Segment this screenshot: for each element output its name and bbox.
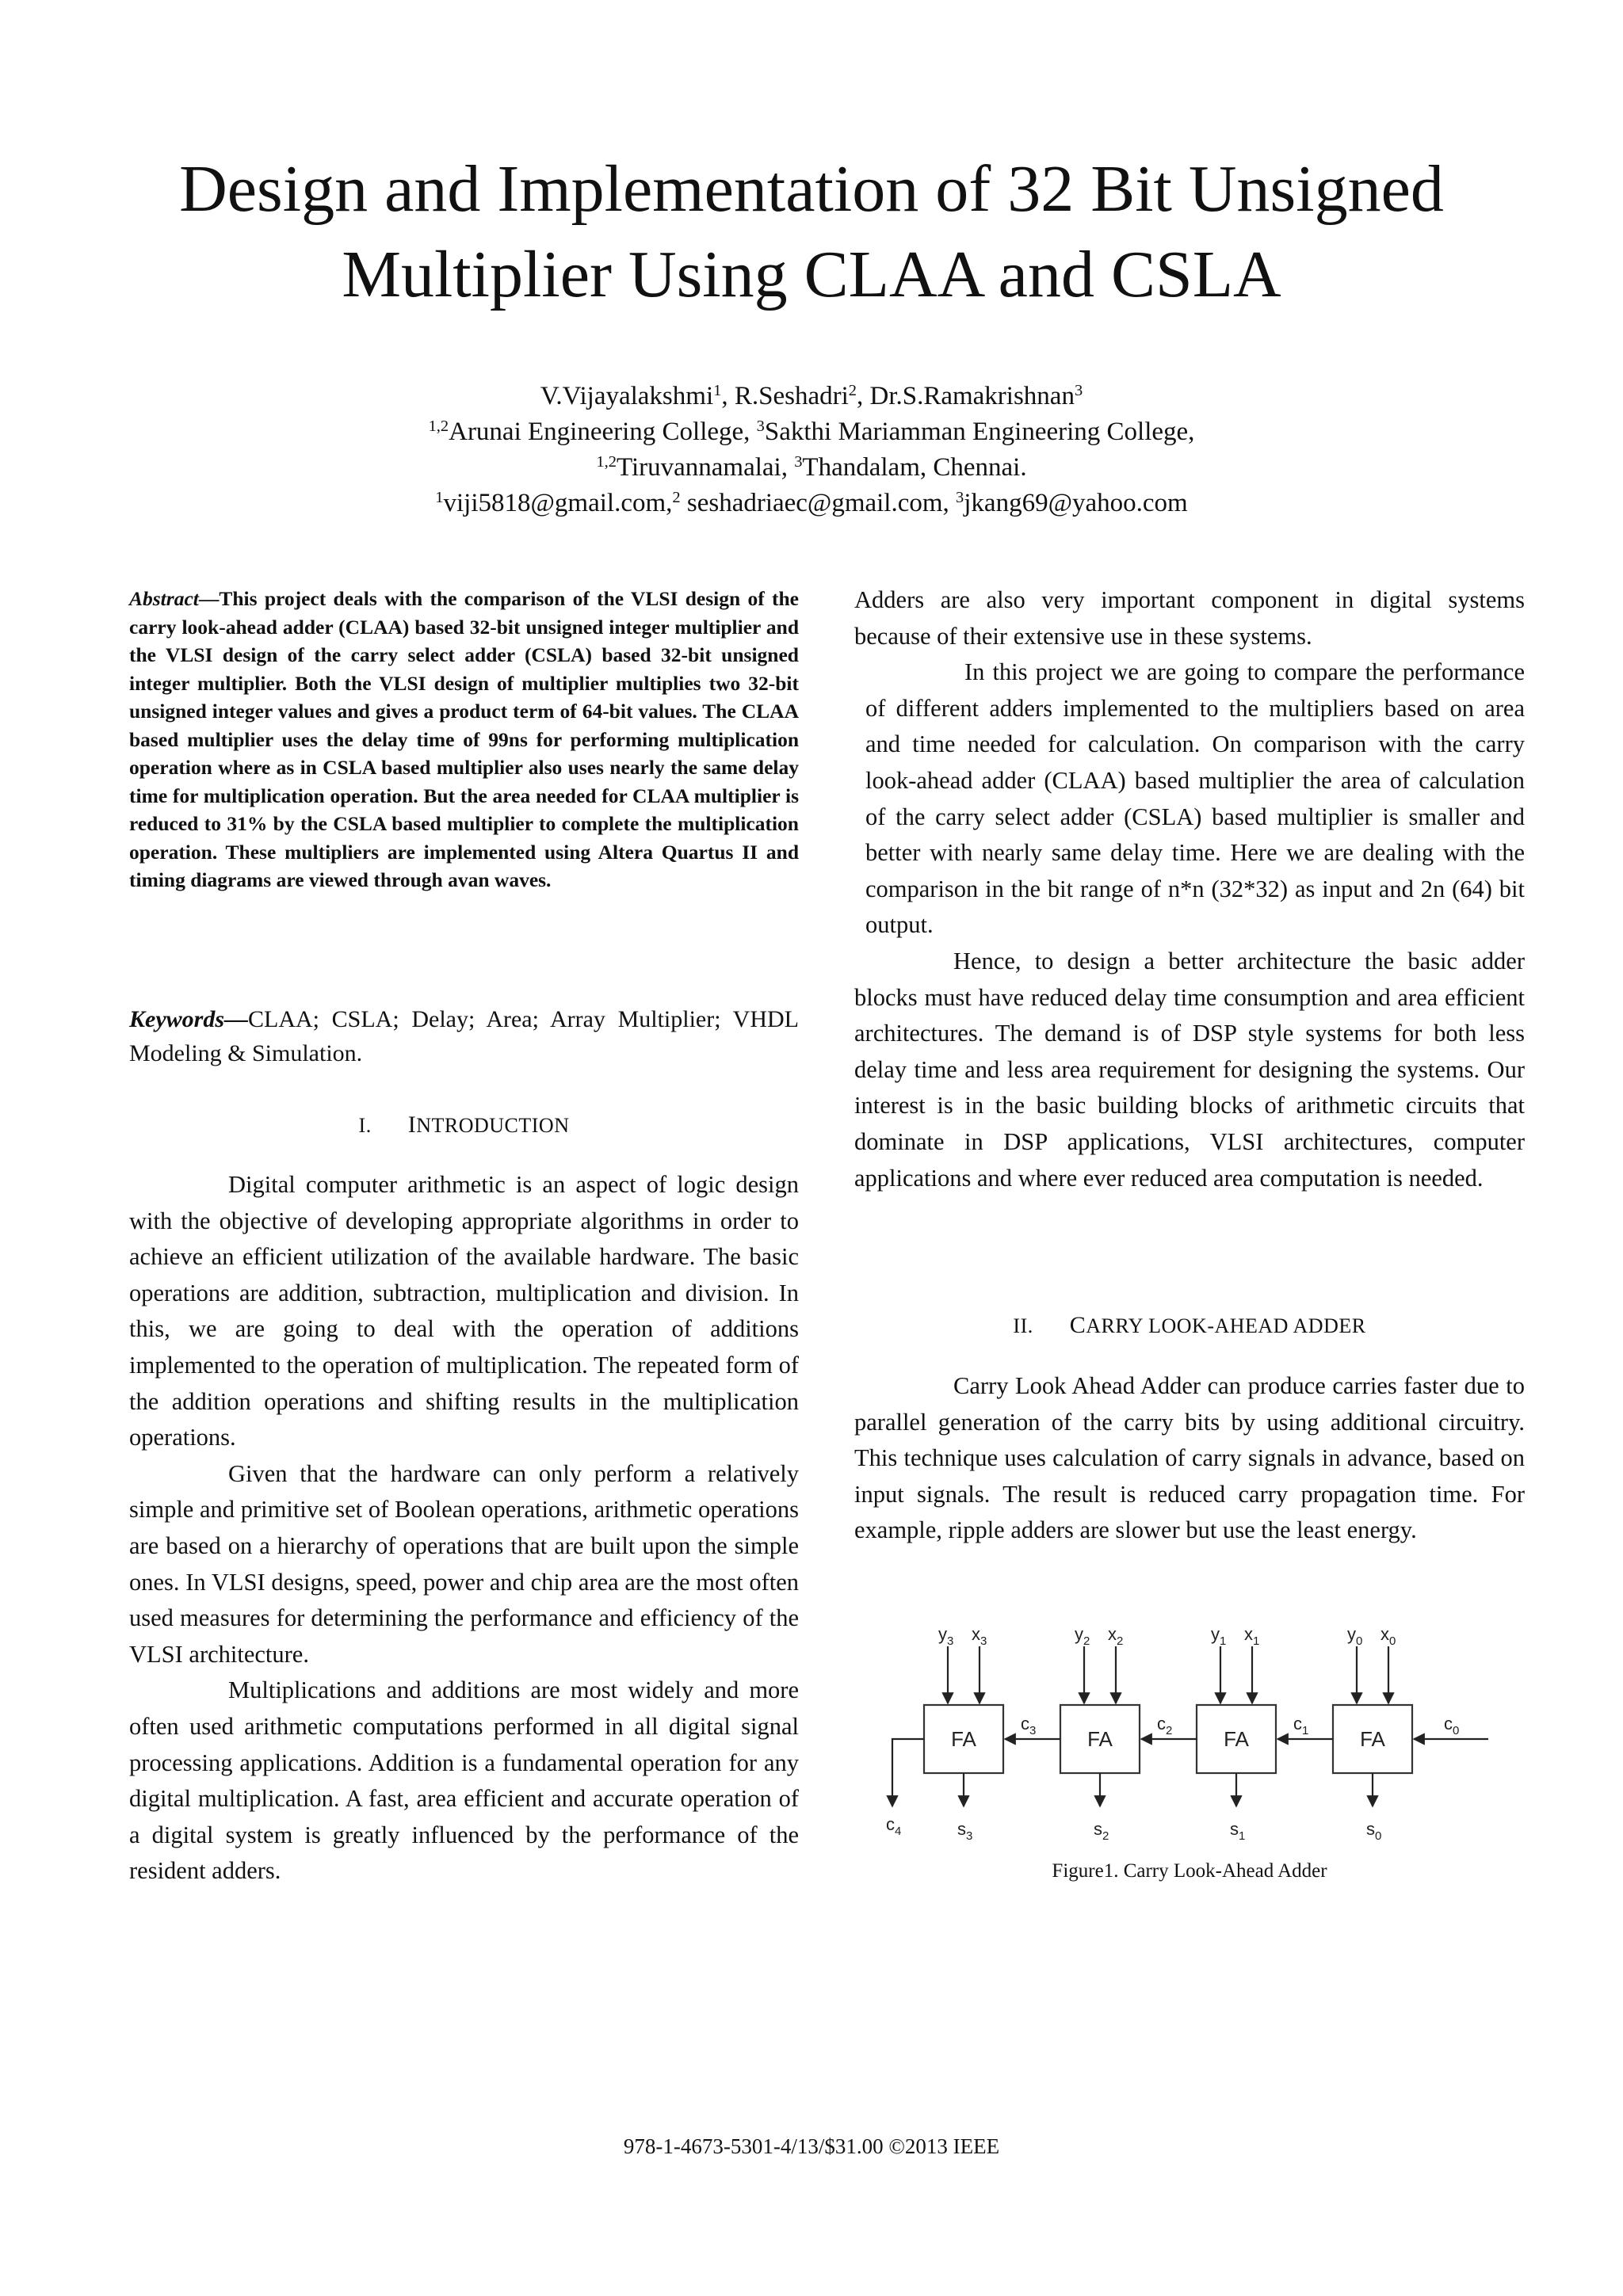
carry-out-wire xyxy=(892,1739,924,1806)
right-paragraph-2: In this project we are going to compare the performance of different adders implemented to the multipliers based on area and time needed for calculation. On comparison with the carry look-ahead adder (CLAA) based multiplier the area of calculation of the carry select adder (CSLA) based multiplier is smaller and better with nearly same delay time. Here we are dealing with the comparison in the bit range of n*n (32*32) as input and 2n (64) bit output. xyxy=(865,658,1525,939)
author-emails: $^1$viji5818@gmail.com,$^2$ seshadriaec@gmail.com, $^3$jkang69@yahoo.com xyxy=(435,488,1188,517)
claa-body xyxy=(854,1368,1525,1549)
input-label-y: y0 xyxy=(1347,1624,1363,1648)
keywords-text: CLAA; CSLA; Delay; Area; Array Multiplier; VHDL Modeling & Simulation. xyxy=(129,1006,799,1066)
full-adder-label: FA xyxy=(1360,1727,1385,1751)
carry-label: c1 xyxy=(1293,1714,1309,1737)
author-block xyxy=(95,379,1528,521)
author-locations: $^{1,2}$Tiruvannamalai, $^3$Thandalam, Chennai. xyxy=(596,452,1027,482)
carry-label: c3 xyxy=(1021,1714,1037,1737)
author-names: V.Vijayalakshmi$^1$, R.Seshadri$^2$, Dr.S.Ramakrishnan$^3$ xyxy=(540,381,1083,410)
input-label-y: y2 xyxy=(1075,1624,1090,1648)
full-adder-label: FA xyxy=(951,1727,976,1751)
sum-label: s3 xyxy=(957,1819,973,1843)
section-heading-claa: II. CARRY LOOK-AHEAD ADDER xyxy=(1013,1312,1366,1338)
intro-paragraph-2: Given that the hardware can only perform a relatively simple and primitive set of Boolean operations, arithmetic operations are based on a hierarchy of operations that are built upon the simple ones. In VLSI designs, speed, power and chip area are the most often used measures for determining the performance and efficiency of the VLSI architecture. xyxy=(129,1459,799,1668)
input-label-x: x0 xyxy=(1381,1624,1396,1648)
claa-paragraph: Carry Look Ahead Adder can produce carries faster due to parallel generation of the carry bits by using additional circuitry. This technique uses calculation of carry signals in advance, based on input signals. The result is reduced carry propagation time. For example, ripple adders are slower but use the least energy. xyxy=(854,1372,1525,1544)
right-paragraph-3: Hence, to design a better architecture the basic adder blocks must have reduced delay time consumption and area efficient architectures. The demand is of DSP style systems for both less delay time and less area requirement for designing the systems. Our interest is in the basic building blocks of arithmetic circuits that dominate in DSP applications, VLSI architectures, computer applications and where ever reduced area computation is needed. xyxy=(854,947,1525,1192)
title-line-2: Multiplier Using CLAA and CSLA xyxy=(342,238,1281,311)
abstract-label: Abstract xyxy=(129,587,199,610)
intro-paragraph-1: Digital computer arithmetic is an aspect of logic design with the objective of developing appropriate algorithms in order to achieve an efficient utilization of the available hardware. The basic operations are addition, subtraction, multiplication and division. In this, we are going to deal with the operation of additions implemented to the operation of multiplication. The repeated form of the addition operations and shifting results in the multiplication operations. xyxy=(129,1171,799,1451)
sum-label: s0 xyxy=(1366,1819,1382,1843)
abstract-text: —This project deals with the comparison of the VLSI design of the carry look-ahead adder (CLAA) based 32-bit unsigned integer multiplier and the VLSI design of the carry select adder (CSLA) based 32-bit unsigned integer multiplier. Both the VLSI design of multiplier multiplies two 32-bit unsigned integer values and gives a product term of 64-bit values. The CLAA based multiplier uses the delay time of 99ns for performing multiplication operation where as in CSLA based multiplier also uses nearly the same delay time for multiplication operation. But the area needed for CLAA multiplier is reduced to 31% by the CSLA based multiplier to complete the multiplication operation. These multipliers are implemented using Altera Quartus II and timing diagrams are viewed through avan waves. xyxy=(129,587,799,891)
copyright-footer: 978-1-4673-5301-4/13/$31.00 ©2013 IEEE xyxy=(623,2134,1000,2158)
carry-out-label: c4 xyxy=(886,1814,902,1838)
introduction-body xyxy=(129,1167,799,1890)
paper-title xyxy=(95,147,1528,318)
intro-paragraph-3: Multiplications and additions are most widely and more often used arithmetic computations performed in all digital signal processing applications. Addition is a fundamental operation for any digital multiplication. A fast, area efficient and accurate operation of a digital system is greatly influenced by the performance of the resident adders. xyxy=(129,1676,799,1885)
right-paragraph-1: Adders are also very important component in digital systems because of their extensive use in these systems. xyxy=(854,586,1525,650)
sum-label: s2 xyxy=(1094,1819,1109,1843)
keywords xyxy=(129,1002,799,1070)
sum-label: s1 xyxy=(1230,1819,1246,1843)
section-heading-introduction: I. INTRODUCTION xyxy=(358,1112,570,1138)
figure-caption: Figure1. Carry Look-Ahead Adder xyxy=(1052,1860,1327,1882)
full-adder-label: FA xyxy=(1087,1727,1113,1751)
carry-lookahead-adder-figure xyxy=(854,1616,1525,1846)
full-adder-label: FA xyxy=(1224,1727,1249,1751)
keywords-label: Keywords— xyxy=(129,1006,248,1032)
input-label-y: y1 xyxy=(1211,1624,1227,1648)
title-line-1: Design and Implementation of 32 Bit Unsigned xyxy=(179,152,1444,226)
right-column-intro xyxy=(854,582,1525,1196)
input-label-x: x2 xyxy=(1108,1624,1124,1648)
abstract xyxy=(129,585,799,894)
input-label-x: x3 xyxy=(972,1624,987,1648)
carry-label: c2 xyxy=(1157,1714,1173,1737)
input-label-x: x1 xyxy=(1244,1624,1260,1648)
carry-in-label: c0 xyxy=(1444,1714,1460,1737)
author-affiliations: $^{1,2}$Arunai Engineering College, $^3$Sakthi Mariamman Engineering College, xyxy=(428,417,1195,446)
input-label-y: y3 xyxy=(938,1624,954,1648)
